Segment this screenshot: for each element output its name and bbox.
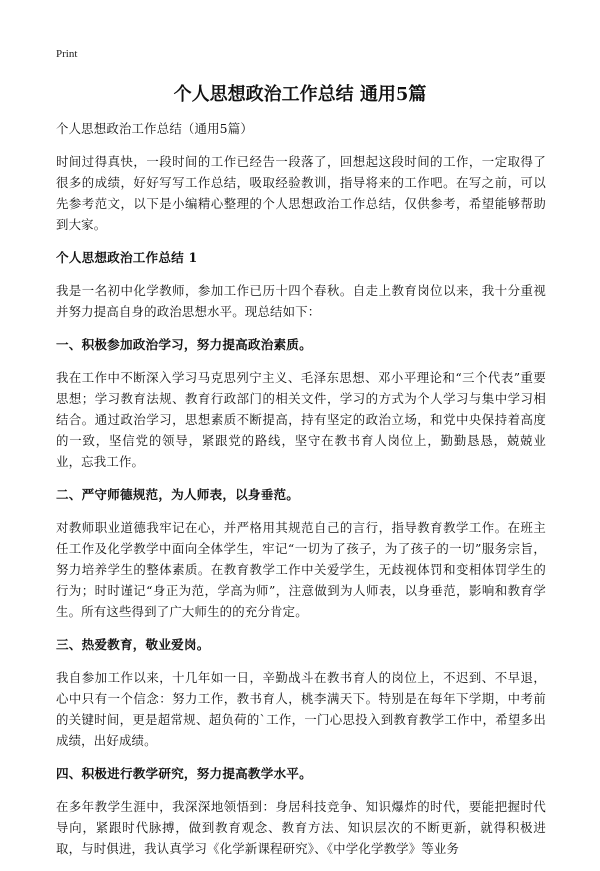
section-paragraph: 我自参加工作以来，十几年如一日，辛勤战斗在教书育人的岗位上，不迟到、不早退，心中只有一个信念：努力工作，教书育人，桃李满天下。特别是在每年下学期，中考前的关键时间，更是超常规、超负荷的`工作，一门心思投入到教育教学工作中，希望多出成绩，出好成绩。	[56, 670, 546, 748]
section-paragraph: 我在工作中不断深入学习马克思列宁主义、毛泽东思想、邓小平理论和“三个代表”重要思想；学习教育法规、教育行政部门的相关文件，学习的方式为个人学习与集中学习相结合。通过政治学习，思想素质不断提高，持有坚定的政治立场，和党中央保持着高度的一致，坚信党的领导，紧跟党的路线，坚守在教书育人岗位上，勤勤恳恳，兢兢业业，忘我工作。	[56, 370, 546, 469]
section-paragraph: 在多年教学生涯中，我深深地领悟到：身居科技竞争、知识爆炸的时代，要能把握时代导向，紧跟时代脉搏，做到教育观念、教育方法、知识层次的不断更新，就得积极进取，与时俱进，我认真学习《化学新课程研究》、《中学化学教学》等业务	[56, 799, 546, 856]
section-heading: 四、积极进行教学研究，努力提高教学水平。	[56, 766, 312, 781]
essay-heading: 个人思想政治工作总结 1	[56, 250, 198, 265]
intro-paragraph: 时间过得真快，一段时间的工作已经告一段落了，回想起这段时间的工作，一定取得了很多的成绩，好好写写工作总结，吸取经验教训，指导将来的工作吧。在写之前，可以先参考范文，以下是小编精心整理的个人思想政治工作总结，仅供参考，希望能够帮助到大家。	[56, 154, 546, 232]
section-heading: 三、热爱教育，敬业爱岗。	[56, 637, 210, 652]
print-link[interactable]: Print	[56, 48, 78, 60]
opening-paragraph: 我是一名初中化学教师，参加工作已历十四个春秋。自走上教育岗位以来，我十分重视并努力提高自身的政治思想水平。现总结如下：	[56, 283, 546, 319]
page-title: 个人思想政治工作总结 通用5篇	[173, 84, 427, 105]
article-subtitle: 个人思想政治工作总结（通用5篇）	[56, 121, 253, 136]
section-heading: 二、严守师德规范，为人师表，以身垂范。	[56, 487, 300, 502]
article-body	[56, 118, 546, 871]
section-heading: 一、积极参加政治学习，努力提高政治素质。	[56, 337, 312, 352]
section-paragraph: 对教师职业道德我牢记在心，并严格用其规范自己的言行，指导教育教学工作。在班主任工作及化学教学中面向全体学生，牢记“一切为了孩子，为了孩子的一切”服务宗旨，努力培养学生的整体素质。在教育教学工作中关爱学生，无歧视体罚和变相体罚学生的行为；时时谨记“身正为范，学高为师”，注意做到为人师表，以身垂范，影响和教育学生。所有这些得到了广大师生的的充分肯定。	[56, 520, 546, 619]
